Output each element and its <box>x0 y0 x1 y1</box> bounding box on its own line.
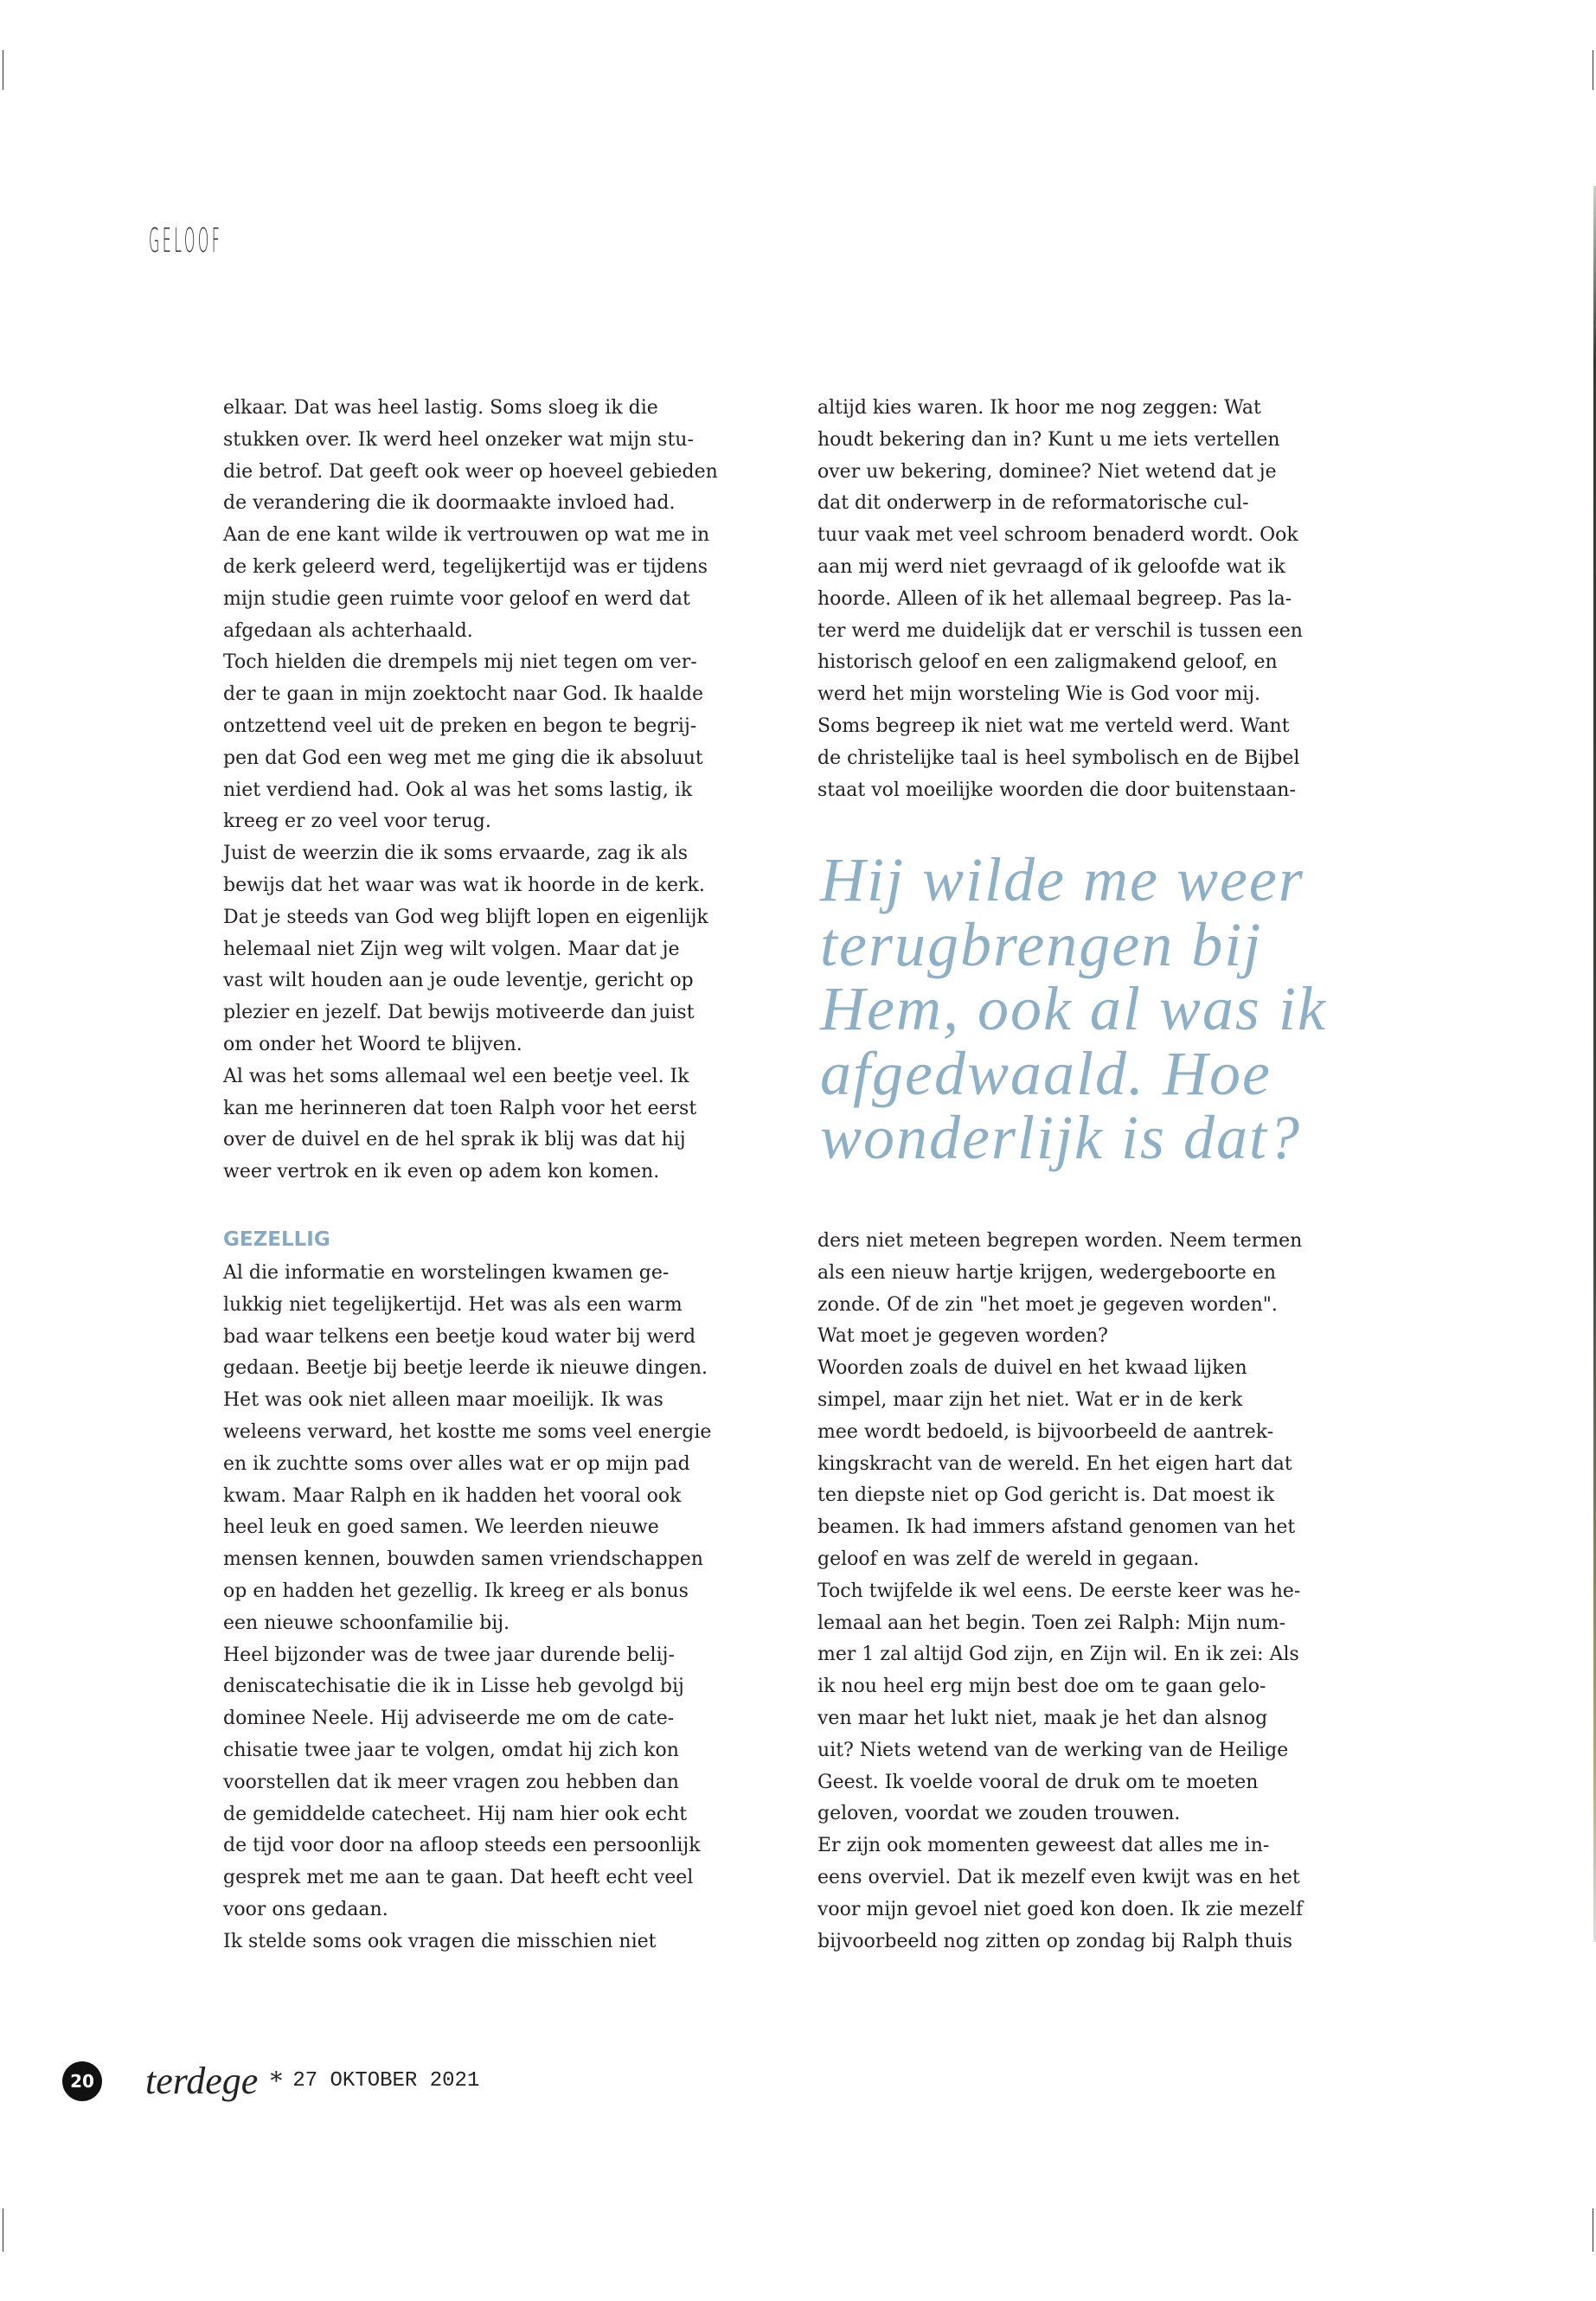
text-line: dat dit onderwerp in de reformatorische cul- <box>817 492 1249 515</box>
text-line: Dat je steeds van God weg blijft lopen en eigenlijk <box>223 906 708 928</box>
text-line: lukkig niet tegelijkertijd. Het was als een warm <box>223 1293 683 1316</box>
page-footer <box>62 2059 479 2103</box>
text-line: mijn studie geen ruimte voor geloof en werd dat <box>223 587 690 610</box>
text-line: helemaal niet Zijn weg wilt volgen. Maar dat je <box>223 938 680 960</box>
quote-line: wonderlijk is dat? <box>820 1103 1301 1172</box>
text-line: Woorden zoals de duivel en het kwaad lijken <box>817 1357 1247 1380</box>
text-line: deniscatechisatie die ik in Lisse heb gevolgd bij <box>223 1676 684 1698</box>
text-line: niet verdiend had. Ook al was het soms lastig, ik <box>223 779 693 801</box>
quote-line: terugbrengen bij <box>820 909 1263 979</box>
magazine-logo: terdege <box>145 2060 259 2102</box>
text-line: aan mij werd niet gevraagd of ik geloofde wat ik <box>817 555 1285 578</box>
text-line: kreeg er zo veel voor terug. <box>223 811 491 833</box>
text-line: bad waar telkens een beetje koud water bij werd <box>223 1325 696 1348</box>
text-line: ontzettend veel uit de preken en begon te begrij- <box>223 715 697 737</box>
text-line: kwam. Maar Ralph en ik hadden het vooral ook <box>223 1484 682 1507</box>
issue-date: 27 OKTOBER 2021 <box>292 2069 480 2093</box>
text-line: Ik stelde soms ook vragen die misschien niet <box>223 1930 657 1952</box>
text-line: uit? Niets wetend van de werking van de Heilige <box>817 1739 1289 1761</box>
text-line: geloof en was zelf de wereld in gegaan. <box>817 1548 1200 1570</box>
right-column-top <box>817 393 1303 806</box>
text-line: mensen kennen, bouwden samen vriendschappen <box>223 1548 703 1571</box>
left-column-bottom <box>223 1258 711 1958</box>
text-line: lemaal aan het begin. Toen zei Ralph: Mijn num- <box>817 1612 1286 1634</box>
text-line: over uw bekering, dominee? Niet wetend dat je <box>817 460 1277 483</box>
separator-star-icon: * <box>270 2067 283 2095</box>
text-line: bijvoorbeeld nog zitten op zondag bij Ralph thuis <box>817 1930 1293 1952</box>
text-line: Toch twijfelde ik wel eens. De eerste keer was he- <box>817 1580 1301 1602</box>
text-line: Het was ook niet alleen maar moeilijk. Ik was <box>223 1389 663 1412</box>
text-line: historisch geloof en een zaligmakend geloof, en <box>817 651 1278 674</box>
text-line: een nieuwe schoonfamilie bij. <box>223 1612 510 1634</box>
text-line: zonde. Of de zin "het moet je gegeven worden". <box>817 1293 1278 1316</box>
text-line: der te gaan in mijn zoektocht naar God. Ik haalde <box>223 683 703 706</box>
text-line: Soms begreep ik niet wat me verteld werd. Want <box>817 715 1290 737</box>
left-column-top <box>223 393 718 1189</box>
subheading-gezellig: GEZELLIG <box>223 1228 330 1251</box>
text-line: kingskracht van de wereld. En het eigen hart dat <box>817 1452 1292 1475</box>
text-line: Geest. Ik voelde vooral de druk om te moeten <box>817 1771 1259 1793</box>
text-line: elkaar. Dat was heel lastig. Soms sloeg ik die <box>223 397 658 419</box>
text-line: Er zijn ook momenten geweest dat alles me in- <box>817 1835 1270 1857</box>
text-line: voorstellen dat ik meer vragen zou hebben dan <box>223 1771 679 1793</box>
text-line: heel leuk en goed samen. We leerden nieuwe <box>223 1516 659 1539</box>
text-line: weer vertrok en ik even op adem kon komen. <box>223 1161 660 1183</box>
text-line: kan me herinneren dat toen Ralph voor het eerst <box>223 1097 697 1119</box>
text-line: stukken over. Ik werd heel onzeker wat mijn stu- <box>223 428 694 451</box>
text-line: hoorde. Alleen of ik het allemaal begreep. Pas la- <box>817 587 1292 610</box>
text-line: plezier en jezelf. Dat bewijs motiveerde dan juist <box>223 1002 695 1024</box>
quote-line: afgedwaald. Hoe <box>820 1038 1272 1108</box>
text-line: Al was het soms allemaal wel een beetje veel. Ik <box>223 1065 689 1087</box>
text-line: dominee Neele. Hij adviseerde me om de cate- <box>223 1708 675 1730</box>
page-number-badge: 20 <box>62 2061 102 2101</box>
text-line: ter werd me duidelijk dat er verschil is tussen een <box>817 619 1303 642</box>
text-line: de verandering die ik doormaakte invloed had. <box>223 492 676 515</box>
text-line: afgedaan als achterhaald. <box>223 619 473 642</box>
text-line: gedaan. Beetje bij beetje leerde ik nieuwe dingen. <box>223 1357 708 1380</box>
text-line: de christelijke taal is heel symbolisch en de Bijbel <box>817 747 1300 769</box>
text-line: Heel bijzonder was de twee jaar durende belij- <box>223 1644 675 1666</box>
text-line: die betrof. Dat geeft ook weer op hoeveel gebieden <box>223 460 718 483</box>
text-line: weleens verward, het kostte me soms veel energie <box>223 1420 712 1443</box>
text-line: de kerk geleerd werd, tegelijkertijd was er tijdens <box>223 555 708 578</box>
text-line: vast wilt houden aan je oude leventje, gericht op <box>223 970 694 992</box>
quote-line: Hem, ook al was ik <box>820 974 1327 1043</box>
text-line: staat vol moeilijke woorden die door buitenstaan- <box>817 779 1296 801</box>
text-line: geloven, voordat we zouden trouwen. <box>817 1803 1181 1825</box>
text-line: bewijs dat het waar was wat ik hoorde in de kerk. <box>223 874 705 896</box>
text-line: om onder het Woord te blijven. <box>223 1033 522 1055</box>
text-line: op en hadden het gezellig. Ik kreeg er als bonus <box>223 1580 689 1602</box>
text-line: eens overviel. Dat ik mezelf even kwijt was en het <box>817 1866 1300 1888</box>
text-line: werd het mijn worsteling Wie is God voor mij. <box>817 683 1261 706</box>
text-line: Toch hielden die drempels mij niet tegen om ver- <box>223 651 697 674</box>
section-label: GELOOF <box>149 221 223 260</box>
pull-quote <box>820 845 1327 1172</box>
text-line: mee wordt bedoeld, is bijvoorbeeld de aantrek- <box>817 1420 1274 1443</box>
text-line: de gemiddelde catecheet. Hij nam hier ook echt <box>223 1803 688 1825</box>
text-line: over de duivel en de hel sprak ik blij was dat hij <box>223 1129 686 1151</box>
text-line: ders niet meteen begrepen worden. Neem termen <box>817 1230 1303 1252</box>
text-line: Juist de weerzin die ik soms ervaarde, zag ik als <box>223 843 688 865</box>
text-line: ven maar het lukt niet, maak je het dan alsnog <box>817 1707 1268 1729</box>
text-line: altijd kies waren. Ik hoor me nog zeggen: Wat <box>817 397 1261 419</box>
text-line: de tijd voor door na afloop steeds een persoonlijk <box>223 1835 701 1857</box>
text-line: Aan de ene kant wilde ik vertrouwen op wat me in <box>223 524 710 547</box>
text-line: ik nou heel erg mijn best doe om te gaan gelo- <box>817 1676 1266 1698</box>
text-line: pen dat God een weg met me ging die ik absoluut <box>223 747 703 769</box>
right-column-bottom <box>817 1226 1303 1958</box>
text-line: houdt bekering dan in? Kunt u me iets vertellen <box>817 428 1280 451</box>
text-line: voor ons gedaan. <box>223 1898 388 1920</box>
text-line: Wat moet je gegeven worden? <box>817 1325 1108 1348</box>
text-line: als een nieuw hartje krijgen, wedergeboorte en <box>817 1261 1276 1284</box>
quote-line: Hij wilde me weer <box>820 845 1304 914</box>
text-line: mer 1 zal altijd God zijn, en Zijn wil. En ik zei: Als <box>817 1644 1299 1666</box>
text-line: simpel, maar zijn het niet. Wat er in de kerk <box>817 1388 1243 1411</box>
text-line: en ik zuchtte soms over alles wat er op mijn pad <box>223 1452 690 1475</box>
text-line: voor mijn gevoel niet goed kon doen. Ik zie mezelf <box>817 1898 1304 1920</box>
text-line: beamen. Ik had immers afstand genomen van het <box>817 1516 1296 1539</box>
text-line: chisatie twee jaar te volgen, omdat hij zich kon <box>223 1739 679 1761</box>
text-line: Al die informatie en worstelingen kwamen ge- <box>223 1262 670 1284</box>
text-line: tuur vaak met veel schroom benaderd wordt. Ook <box>817 524 1298 547</box>
text-line: gesprek met me aan te gaan. Dat heeft echt veel <box>223 1867 694 1889</box>
text-line: ten diepste niet op God gericht is. Dat moest ik <box>817 1484 1275 1507</box>
